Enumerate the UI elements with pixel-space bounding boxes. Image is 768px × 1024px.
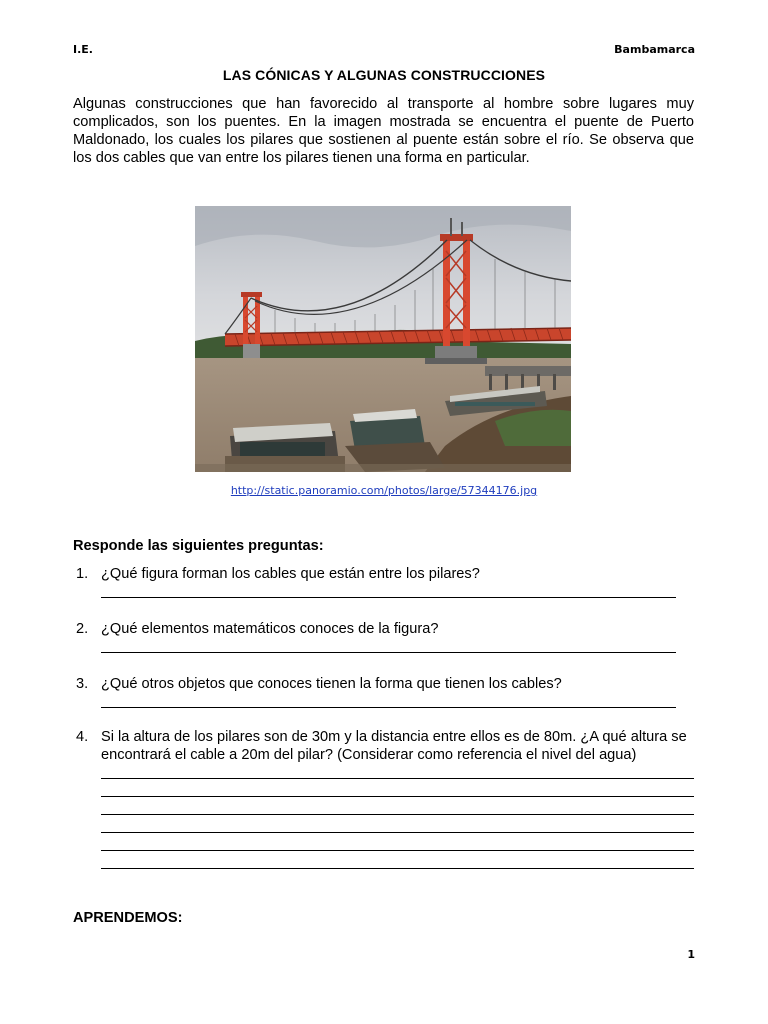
- header-school: I.E.: [73, 43, 93, 56]
- intro-paragraph: Algunas construcciones que han favorecido al transporte al hombre sobre lugares muy complicados, son los puentes. En la imagen mostrada se encuentra el puente de Puerto Maldonado, los cuales los pilares que sostienen al puente están sobre el río. Se observa que los dos cables que van entre los pilares tienen una forma en particular.: [73, 96, 694, 166]
- question-text: ¿Qué otros objetos que conoces tienen la forma que tienen los cables?: [101, 676, 562, 692]
- question-number: 3.: [76, 676, 89, 692]
- answer-line[interactable]: [101, 850, 694, 851]
- question-text: Si la altura de los pilares son de 30m y la distancia entre ellos es de 80m. ¿A qué altura se encontrará el cable a 20m del pilar? (Considerar como referencia el nivel del agua): [101, 729, 687, 763]
- question-1: [73, 565, 698, 583]
- question-text: ¿Qué elementos matemáticos conoces de la figura?: [101, 621, 439, 637]
- question-3: [73, 675, 698, 693]
- answer-line[interactable]: [101, 814, 694, 815]
- section-heading: APRENDEMOS:: [73, 910, 183, 926]
- question-number: 4.: [76, 729, 89, 745]
- question-text: ¿Qué figura forman los cables que están entre los pilares?: [101, 566, 480, 582]
- question-2: [73, 620, 698, 638]
- question-number: 2.: [76, 621, 89, 637]
- answer-line[interactable]: [101, 597, 676, 598]
- photo-source-link[interactable]: http://static.panoramio.com/photos/large/57344176.jpg: [230, 484, 538, 497]
- question-4: [73, 728, 698, 764]
- answer-line[interactable]: [101, 652, 676, 653]
- page-title: LAS CÓNICAS Y ALGUNAS CONSTRUCCIONES: [222, 67, 546, 83]
- question-number: 1.: [76, 566, 89, 582]
- bridge-photo: [195, 206, 571, 472]
- answer-line[interactable]: [101, 868, 694, 869]
- answer-line[interactable]: [101, 707, 676, 708]
- answer-line[interactable]: [101, 796, 694, 797]
- header-location: Bambamarca: [614, 43, 695, 56]
- questions-heading: Responde las siguientes preguntas:: [73, 538, 324, 554]
- page-number: 1: [687, 948, 695, 961]
- answer-line[interactable]: [101, 778, 694, 779]
- answer-line[interactable]: [101, 832, 694, 833]
